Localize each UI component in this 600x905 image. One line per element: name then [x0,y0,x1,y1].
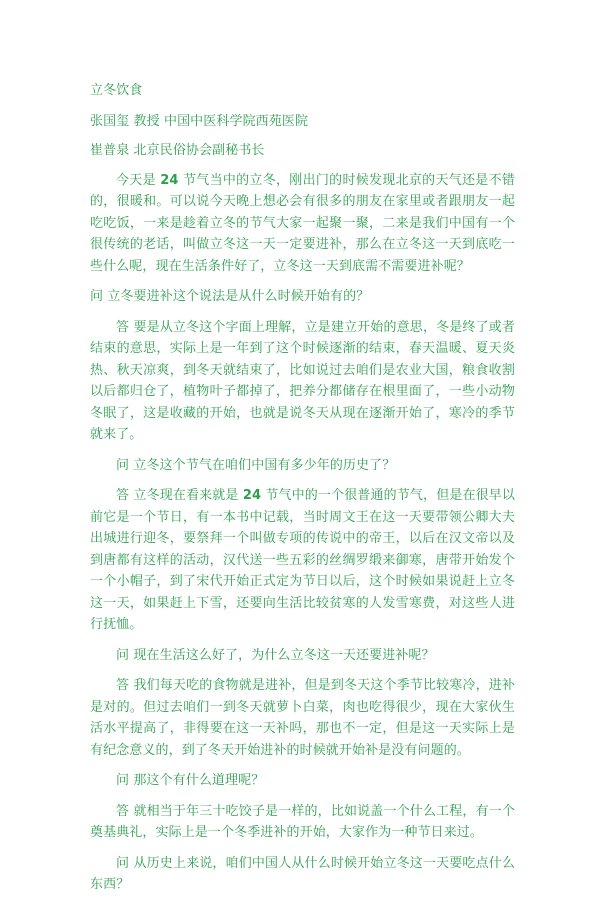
paragraph-text: 答 立冬现在看来就是 [116,488,243,503]
paragraph [90,485,515,636]
paragraph-text: 今天是 [116,172,161,188]
bold-number: 24 [160,172,179,188]
paragraph-text: 问 从历史上来说，咱们中国人从什么时候开始立冬这一天要吃点什么东西？ [90,855,515,892]
author-line: 崔普泉 北京民俗协会副秘书长 [90,143,265,158]
paragraph [90,317,515,446]
article-body [90,80,515,905]
paragraph [90,675,515,761]
bold-number: 24 [242,488,262,503]
paragraph [90,853,515,896]
article-title: 立冬饮食 [90,83,143,98]
paragraph [90,770,515,792]
paragraph [90,801,515,844]
paragraph [90,455,515,477]
paragraph-text: 答 要是从立冬这个字面上理解，立是建立开始的意思，冬是终了或者结束的意思，实际上是一年到了这个时候逐渐的结束，春天温暖、夏天炎热、秋天凉爽，到冬天就结束了，比如说过去咱们是农业大国，粮食收割以后都归仓了，植物叶子都掉了，把养分都储存在根里面了，一些小动物冬眠了，这是收藏的开始，也就是说冬天从现在逐渐开始了，寒冷的季节就来了。 [90,319,515,442]
paragraph-text: 问 那这个有什么道理呢？ [116,773,265,788]
paragraph-text: 问 立冬这个节气在咱们中国有多少年的历史了？ [116,457,396,473]
paragraph-list [90,170,515,896]
paragraph [90,286,515,308]
paragraph-text: 节气中的一个很普通的节气，但是在很早以前它是一个节日，有一本书中记载，当时周文王在这一天要带领公卿大夫出城进行迎冬，要祭拜一个叫做专项的传说中的帝王，以后在汉文帝以及到唐都有这样的活动，汉代送一些五彩的丝绸罗缎来御寒，唐带开始发个一个小帽子，到了宋代开始正式定为节日以后，这个时候如果说赶上立冬这一天，如果赶上下雪，还要向生活比较贫寒的人发雪寒费，对这些人进行抚恤。 [90,488,515,632]
paragraph [90,645,515,667]
author-line: 张国玺 教授 中国中医科学院西苑医院 [90,113,309,129]
paragraph [90,170,515,278]
paragraph-text: 问 立冬要进补这个说法是从什么时候开始有的？ [90,289,370,304]
paragraph-text: 节气当中的立冬，刚出门的时候发现北京的天气还是不错的，很暖和。可以说今天晚上想必会有很多的朋友在家里或者跟朋友一起吃吃饭，一来是趁着立冬的节气大家一起聚一聚，二来是我们中国有一个很传统的老话，叫做立冬这一天一定要进补，那么在立冬这一天到底吃一些什么呢，现在生活条件好了，立冬这一天到底需不需要进补呢？ [90,172,515,274]
paragraph-text: 答 就相当于年三十吃饺子是一样的，比如说盖一个什么工程，有一个奠基典礼，实际上是一个冬季进补的开始，大家作为一种节日来过。 [90,803,515,840]
paragraph-text: 问 现在生活这么好了，为什么立冬这一天还要进补呢？ [116,647,435,663]
paragraph-text: 答 我们每天吃的食物就是进补，但是到冬天这个季节比较寒冷，进补是对的。但过去咱们一到冬天就萝卜白菜，肉也吃得很少，现在大家伙生活水平提高了，非得要在这一天补吗，那也不一定，但是这一天实际上是有纪念意义的，到了冬天开始进补的时候就开始补是没有问题的。 [90,678,515,758]
